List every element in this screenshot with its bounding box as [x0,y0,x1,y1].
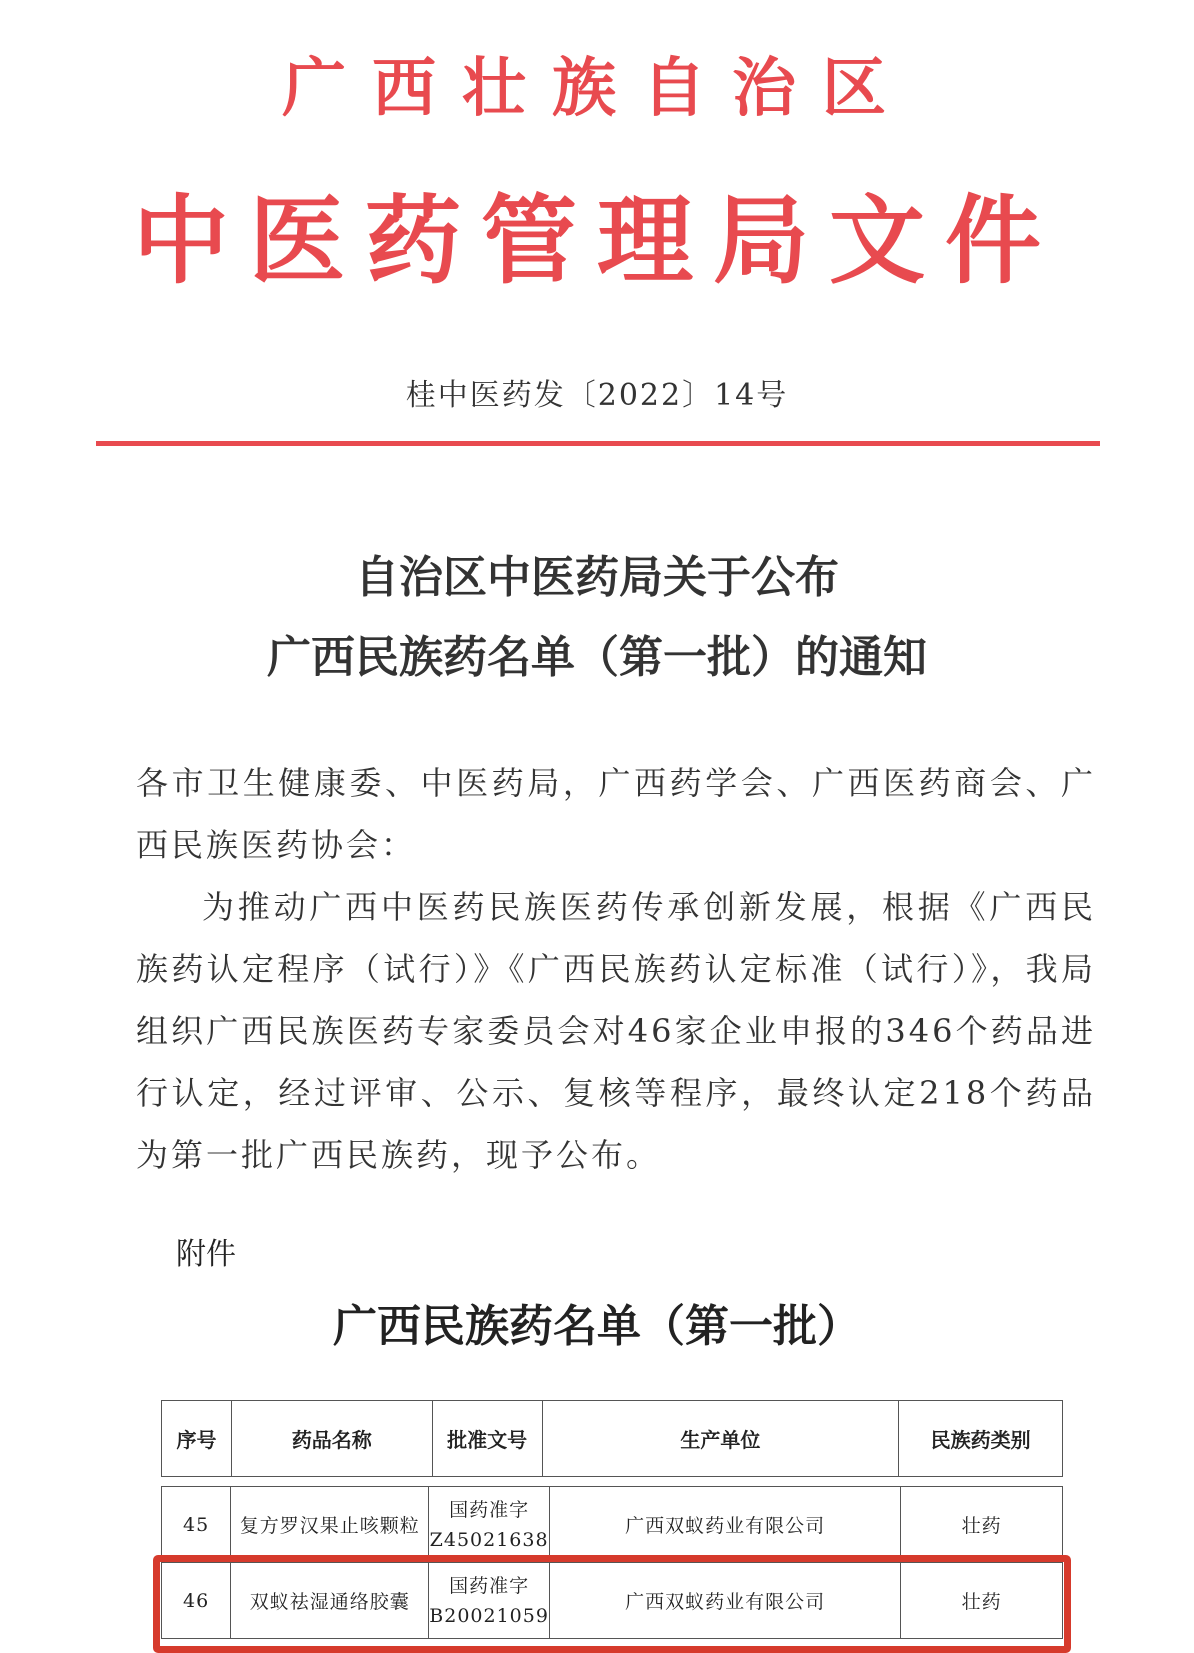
row-no: 46 [162,1563,231,1639]
header-cell-maker: 生产单位 [542,1401,899,1477]
approval-code: B20021059 [429,1604,549,1627]
salutation: 各市卫生健康委、中医药局，广西药学会、广西医药商会、广西民族医药协会： [136,764,1096,864]
row-name: 双蚁祛湿通络胶囊 [231,1563,429,1639]
row-name: 复方罗汉果止咳颗粒 [231,1487,429,1563]
notice-body: 为推动广西中医药民族医药传承创新发展，根据《广西民族药认定程序（试行）》《广西民族药认定标准（试行）》，我局组织广西民族医药专家委员会对46家企业申报的346个药品进行认定，经过评审、公示、复核等程序，最终认定218个药品为第一批广西民族药，现予公布。 [136,888,1096,1174]
highlight-box [153,1555,1071,1653]
header-row [162,1401,1063,1477]
row-maker: 广西双蚁药业有限公司 [549,1487,900,1563]
header-cell-approval: 批准文号 [432,1401,542,1477]
row-category: 壮药 [901,1563,1063,1639]
approval-code: Z45021638 [429,1528,549,1551]
header-cell-category: 民族药类别 [899,1401,1063,1477]
list-title: 广西民族药名单（第一批） [333,1301,861,1352]
issuer-name-line: 广西壮族自治区 [282,52,912,126]
attachment-label: 附件 [176,1237,236,1272]
table-header [161,1400,1063,1477]
notice-title-line2: 广西民族药名单（第一批）的通知 [267,632,927,683]
approval-prefix: 国药准字 [449,1498,530,1521]
document-number: 桂中医药发〔2022〕14号 [405,378,789,413]
row-no: 45 [162,1487,231,1563]
row-approval [429,1487,550,1563]
row-maker: 广西双蚁药业有限公司 [549,1563,900,1639]
header-cell-name: 药品名称 [231,1401,432,1477]
notice-title-line1: 自治区中医药局关于公布 [355,552,839,603]
red-divider [96,441,1100,446]
document-type-line: 中医药管理局文件 [133,185,1061,297]
table-row [162,1487,1063,1563]
row-category: 壮药 [901,1487,1063,1563]
header-cell-no: 序号 [162,1401,232,1477]
approval-prefix: 国药准字 [449,1574,530,1597]
